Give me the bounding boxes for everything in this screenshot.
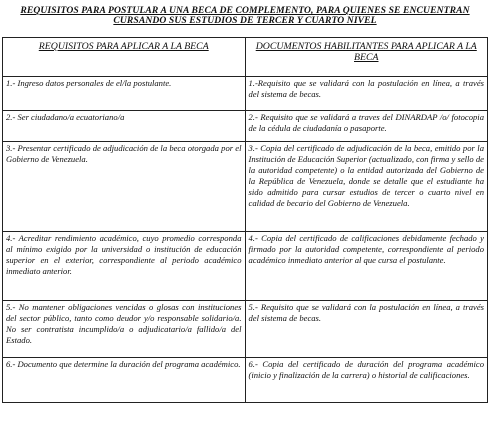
requirement-cell: 5.- No mantener obligaciones vencidas o glosas con instituciones del sector público, tanto como deudor y/o responsable solidario/a. No ser contratista incumplido/a o adjudicatario/a fallido/a del Estado. — [3, 301, 246, 358]
requirement-cell: 2.- Ser ciudadano/a ecuatoriano/a — [3, 111, 246, 142]
document-title: REQUISITOS PARA POSTULAR A UNA BECA DE COMPLEMENTO, PARA QUIENES SE ENCUENTRAN CURSANDO SUS ESTUDIOS DE TERCER Y CUARTO NIVEL — [20, 5, 470, 26]
table-header-row — [3, 38, 488, 77]
requirements-table — [2, 37, 488, 403]
table-row — [3, 111, 488, 142]
table-row — [3, 358, 488, 403]
table-row — [3, 301, 488, 358]
document-cell: 4.- Copia del certificado de calificaciones debidamente fechado y firmado por la autoridad competente, correspondiente al periodo académico inmediato anterior al que cursa el postulante. — [245, 232, 488, 301]
document-cell: 2.- Requisito que se validará a traves del DINARDAP /o/ fotocopia de la cédula de ciudadanía o pasaporte. — [245, 111, 488, 142]
table-row — [3, 77, 488, 111]
requirement-cell: 6.- Documento que determine la duración del programa académico. — [3, 358, 246, 403]
requirement-cell: 4.- Acreditar rendimiento académico, cuyo promedio corresponda al mínimo exigido por la universidad o institución de educación superior en el exterior, correspondiente al periodo académico inmediato anterior. — [3, 232, 246, 301]
document-cell: 1.-Requisito que se validará con la postulación en línea, a través del sistema de becas. — [245, 77, 488, 111]
requirement-cell: 3.- Presentar certificado de adjudicación de la beca otorgada por el Gobierno de Venezuela. — [3, 142, 246, 232]
table-row — [3, 142, 488, 232]
requirement-cell: 1.- Ingreso datos personales de el/la postulante. — [3, 77, 246, 111]
document-cell: 5.- Requisito que se validará con la postulación en línea, a través del sistema de becas. — [245, 301, 488, 358]
column-header-documents: DOCUMENTOS HABILITANTES PARA APLICAR A LA BECA — [245, 38, 488, 77]
table-row — [3, 232, 488, 301]
column-header-requirements: REQUISITOS PARA APLICAR A LA BECA — [3, 38, 246, 77]
document-cell: 6.- Copia del certificado de duración del programa académico (inicio y finalización de la carrera) o historial de calificaciones. — [245, 358, 488, 403]
document-cell: 3.- Copia del certificado de adjudicación de la beca, emitido por la Institución de Educación Superior (actualizado, con firma y sello de la autoridad competente) o la entidad autorizada del Gobierno de la República de Venezuela, donde se detalle que el estudiante ha sido admitido para cursar estudios de tercer o cuarto nivel en calidad de becario del Gobierno de Venezuela. — [245, 142, 488, 232]
